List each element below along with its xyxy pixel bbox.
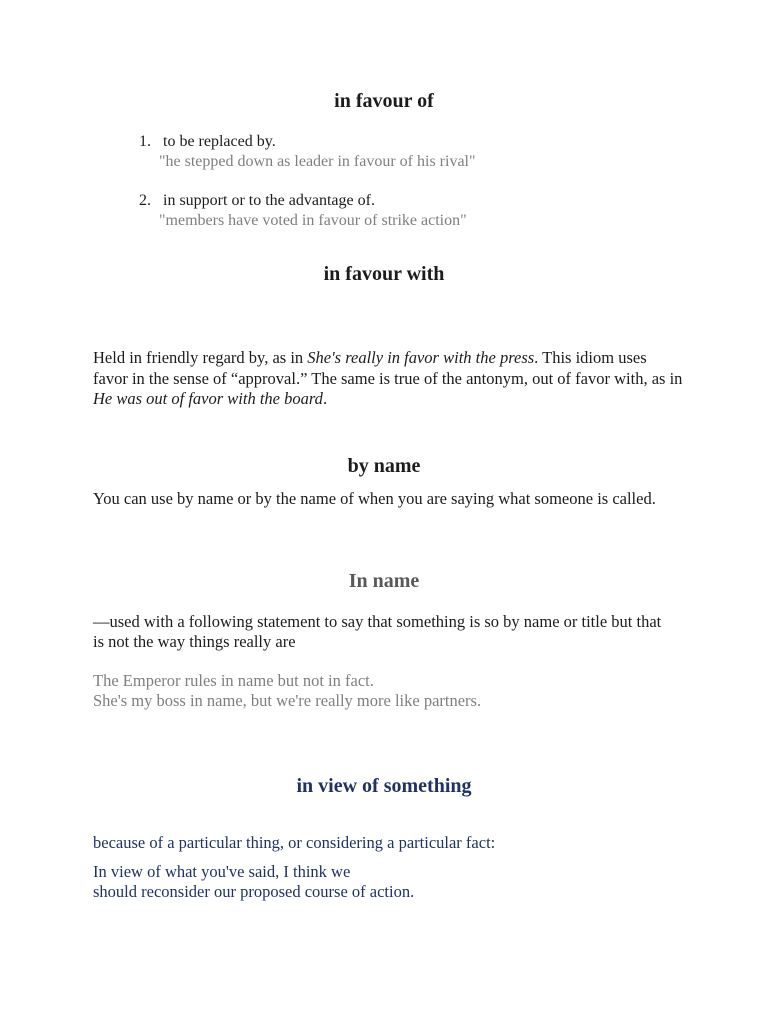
definition-number: 1. — [139, 133, 151, 150]
heading-by-name: by name — [347, 455, 421, 477]
in-view-of-example-1: In view of what you've said, I think we — [93, 862, 351, 881]
by-name-paragraph: You can use by name or by the name of when you are saying what someone is called. — [93, 489, 656, 508]
in-favour-with-paragraph — [93, 348, 683, 410]
paragraph-text: Held in friendly regard by, as in — [93, 348, 308, 367]
heading-in-view-of-something: in view of something — [296, 775, 472, 797]
paragraph-italic-example: He was out of favor with the board — [93, 389, 323, 408]
definition-text: to be replaced by. — [163, 133, 276, 150]
paragraph-text: . This idiom uses favor in the sense of “approval.” The same is true of the antonym, out of favor with, as in — [93, 348, 683, 388]
in-name-paragraph: —used with a following statement to say that something is so by name or title but that is not the way things really are — [93, 612, 662, 651]
heading-in-name: In name — [348, 570, 420, 592]
in-view-of-paragraph: because of a particular thing, or considering a particular fact: — [93, 833, 496, 852]
definition-number: 2. — [139, 192, 151, 209]
definition-example: "he stepped down as leader in favour of his rival" — [159, 153, 476, 170]
in-name-example-2: She's my boss in name, but we're really more like partners. — [93, 691, 482, 710]
heading-in-favour-of: in favour of — [334, 90, 434, 112]
in-name-example-1: The Emperor rules in name but not in fact. — [93, 671, 374, 690]
definition-text: in support or to the advantage of. — [163, 192, 375, 209]
heading-in-favour-with: in favour with — [323, 263, 445, 285]
in-view-of-example-2: should reconsider our proposed course of action. — [93, 882, 415, 901]
paragraph-italic-example: She's really in favor with the press — [307, 348, 535, 367]
definition-example: "members have voted in favour of strike action" — [159, 212, 467, 229]
paragraph-text: . — [322, 389, 328, 408]
